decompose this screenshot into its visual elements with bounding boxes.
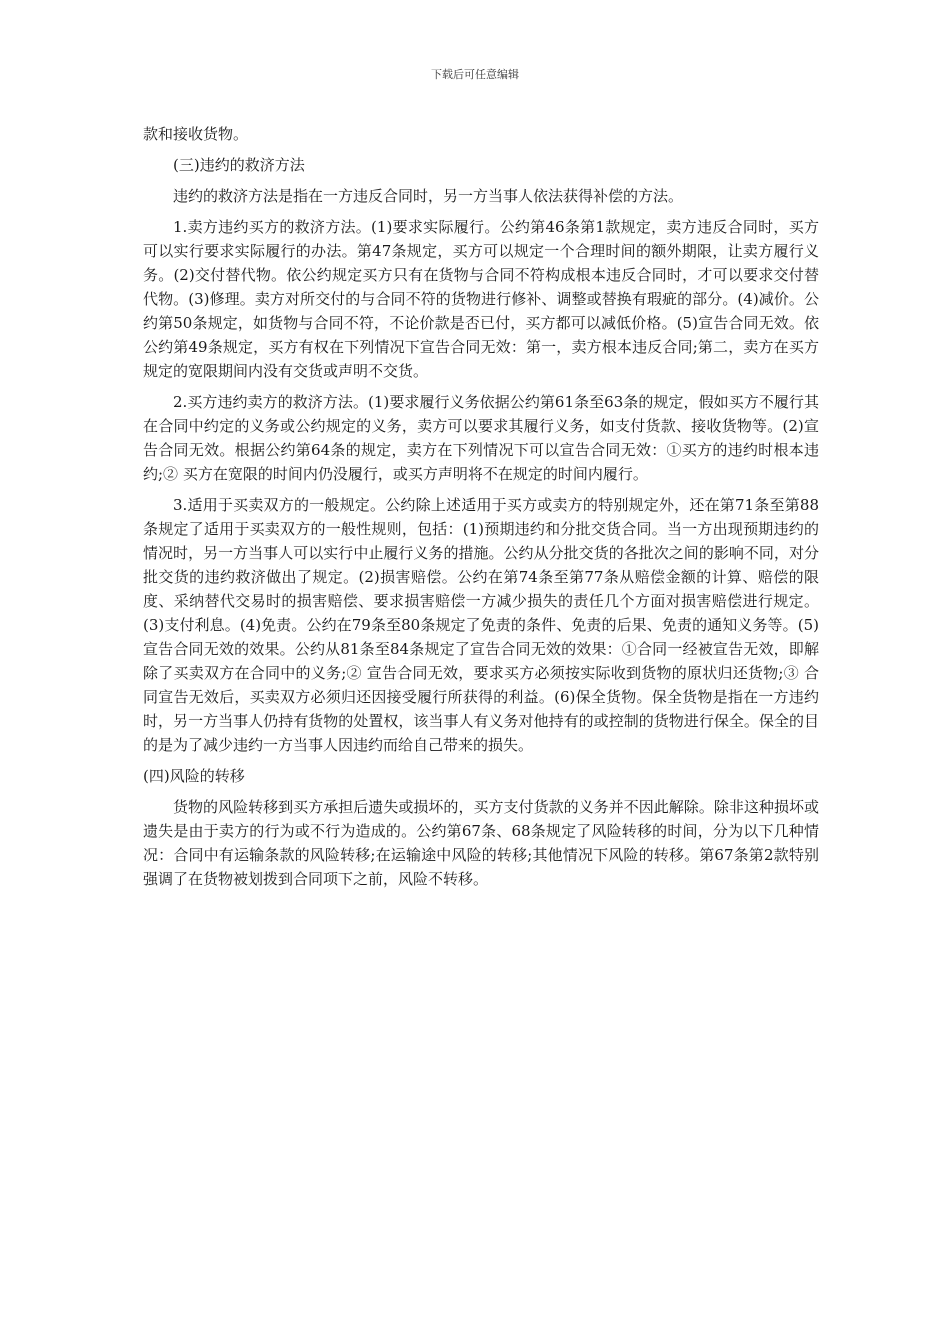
paragraph: 2.买方违约卖方的救济方法。(1)要求履行义务依据公约第61条至63条的规定，假如买方不履行其在合同中约定的义务或公约规定的义务，卖方可以要求其履行义务，如支付货款、接收货物等。(2)宣告合同无效。根据公约第64条的规定，卖方在下列情况下可以宣告合同无效：①买方的违约时根本违约;② 买方在宽限的时间内仍没履行，或买方声明将不在规定的时间内履行。 bbox=[143, 393, 819, 483]
paragraph: 3.适用于买卖双方的一般规定。公约除上述适用于买方或卖方的特别规定外，还在第71条至第88条规定了适用于买卖双方的一般性规则，包括：(1)预期违约和分批交货合同。当一方出现预期违约的情况时，另一方当事人可以实行中止履行义务的措施。公约从分批交货的各批次之间的影响不同，对分批交货的违约救济做出了规定。(2)损害赔偿。公约在第74条至第77条从赔偿金额的计算、赔偿的限度、采纳替代交易时的损害赔偿、要求损害赔偿一方减少损失的责任几个方面对损害赔偿进行规定。(3)支付利息。(4)免责。公约在79条至80条规定了免责的条件、免责的后果、免责的通知义务等。(5)宣告合同无效的效果。公约从81条至84条规定了宣告合同无效的效果：①合同一经被宣告无效，即解除了买卖双方在合同中的义务;② 宣告合同无效，要求买方必须按实际收到货物的原状归还货物;③ 合同宣告无效后，买卖双方必须归还因接受履行所获得的利益。(6)保全货物。保全货物是指在一方违约时，另一方当事人仍持有货物的处置权，该当事人有义务对他持有的或控制的货物进行保全。保全的目的是为了减少违约一方当事人因违约而给自己带来的损失。 bbox=[143, 496, 819, 754]
document-body bbox=[143, 122, 819, 898]
paragraph: 1.卖方违约买方的救济方法。(1)要求实际履行。公约第46条第1款规定，卖方违反合同时，买方可以实行要求实际履行的办法。第47条规定，买方可以规定一个合理时间的额外期限，让卖方履行义务。(2)交付替代物。依公约规定买方只有在货物与合同不符构成根本违反合同时，才可以要求交付替代物。(3)修理。卖方对所交付的与合同不符的货物进行修补、调整或替换有瑕疵的部分。(4)减价。公约第50条规定，如货物与合同不符，不论价款是否已付，买方都可以减低价格。(5)宣告合同无效。依公约第49条规定，买方有权在下列情况下宣告合同无效：第一，卖方根本违反合同;第二，卖方在买方规定的宽限期间内没有交货或声明不交货。 bbox=[143, 218, 819, 380]
section-heading-remedies: (三)违约的救济方法 bbox=[173, 156, 305, 174]
page-header: 下载后可任意编辑 bbox=[431, 68, 519, 81]
paragraph: 款和接收货物。 bbox=[143, 125, 249, 143]
section-heading-risk-transfer: (四)风险的转移 bbox=[143, 767, 245, 785]
paragraph: 货物的风险转移到买方承担后遗失或损坏的，买方支付货款的义务并不因此解除。除非这种损坏或遗失是由于卖方的行为或不行为造成的。公约第67条、68条规定了风险转移的时间，分为以下几种情况：合同中有运输条款的风险转移;在运输途中风险的转移;其他情况下风险的转移。第67条第2款特别强调了在货物被划拨到合同项下之前，风险不转移。 bbox=[143, 798, 819, 888]
paragraph: 违约的救济方法是指在一方违反合同时，另一方当事人依法获得补偿的方法。 bbox=[173, 187, 684, 205]
